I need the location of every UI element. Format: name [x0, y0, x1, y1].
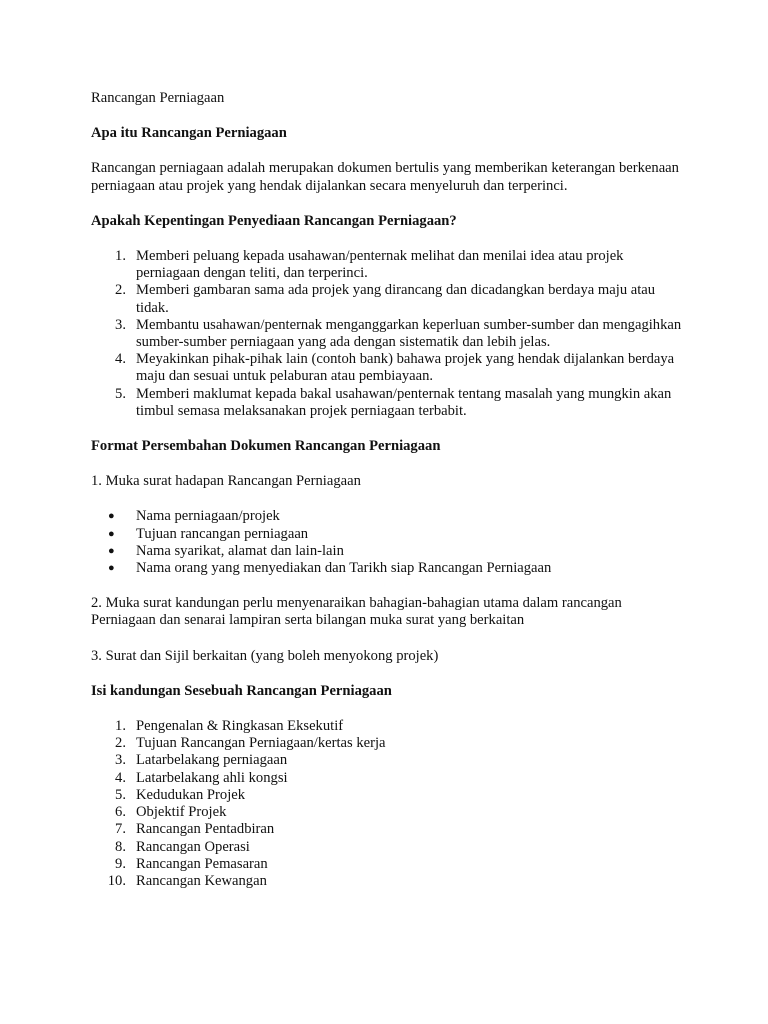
- list-item: [91, 351, 688, 385]
- list-item: [91, 770, 688, 787]
- paragraph-what: Rancangan perniagaan adalah merupakan dokumen bertulis yang memberikan keterangan berkenaan perniagaan atau projek yang hendak dijalankan secara menyeluruh dan terperinci.: [91, 160, 679, 194]
- format-bullet-list: [91, 508, 688, 577]
- list-item-text: Rancangan Kewangan: [136, 872, 267, 889]
- list-item: [91, 282, 688, 316]
- list-item-text: Nama perniagaan/projek: [136, 508, 280, 525]
- list-item: [91, 804, 688, 821]
- document-title: Rancangan Perniagaan: [91, 90, 225, 106]
- list-item: [91, 560, 688, 577]
- format-point-1: 1. Muka surat hadapan Rancangan Perniagaan: [91, 473, 361, 490]
- list-item-text: Rancangan Pentadbiran: [136, 821, 275, 838]
- list-item-number: 7.: [115, 821, 126, 838]
- list-item: [91, 856, 688, 873]
- list-item-text: Memberi maklumat kepada bakal usahawan/penternak tentang masalah yang mungkin akan timbul semasa melaksanakan projek perniagaan terbabit.: [136, 385, 672, 419]
- list-item-text: Memberi gambaran sama ada projek yang dirancang dan dicadangkan berdaya maju atau tidak.: [136, 282, 656, 316]
- list-item-number: 4.: [115, 351, 126, 368]
- list-item-text: Tujuan rancangan perniagaan: [136, 525, 309, 542]
- contents-list: [91, 718, 688, 890]
- list-item-number: 3.: [115, 752, 126, 769]
- list-item: [91, 508, 688, 525]
- list-item-text: Tujuan Rancangan Perniagaan/kertas kerja: [136, 735, 386, 752]
- heading-what: Apa itu Rancangan Perniagaan: [91, 125, 287, 142]
- list-item-number: 10.: [107, 872, 126, 889]
- list-item-number: 3.: [115, 316, 126, 333]
- list-item-text: Objektif Projek: [136, 804, 227, 821]
- heading-importance: Apakah Kepentingan Penyediaan Rancangan Perniagaan?: [91, 212, 457, 229]
- list-item: [91, 718, 688, 735]
- list-item: [91, 248, 688, 282]
- list-item: [91, 526, 688, 543]
- list-item-number: 4.: [115, 769, 126, 786]
- list-item: [91, 787, 688, 804]
- bullet-icon: ●: [108, 562, 115, 575]
- list-item: [91, 873, 688, 890]
- list-item-text: Nama syarikat, alamat dan lain-lain: [136, 542, 344, 559]
- heading-contents: Isi kandungan Sesebuah Rancangan Perniagaan: [91, 682, 392, 699]
- list-item-number: 9.: [115, 855, 126, 872]
- list-item-text: Pengenalan & Ringkasan Eksekutif: [136, 718, 344, 735]
- list-item: [91, 317, 688, 351]
- format-point-2: 2. Muka surat kandungan perlu menyenaraikan bahagian-bahagian utama dalam rancangan Perniagaan dan senarai lampiran serta bilangan muka surat yang berkaitan: [91, 595, 622, 629]
- importance-list: [91, 248, 688, 420]
- list-item: [91, 735, 688, 752]
- list-item-number: 1.: [115, 718, 126, 735]
- list-item-number: 6.: [115, 804, 126, 821]
- list-item-number: 5.: [115, 385, 126, 402]
- list-item-text: Latarbelakang perniagaan: [136, 752, 288, 769]
- list-item-text: Membantu usahawan/penternak menganggarkan keperluan sumber-sumber dan mengagihkan sumber-sumber perniagaan yang ada dengan sistematik dan lebih jelas.: [136, 316, 682, 351]
- list-item-number: 8.: [115, 838, 126, 855]
- list-item-number: 1.: [115, 248, 126, 265]
- list-item-number: 2.: [115, 282, 126, 299]
- list-item-number: 5.: [115, 786, 126, 803]
- bullet-icon: ●: [108, 544, 115, 557]
- list-item: [91, 386, 688, 420]
- list-item: [91, 543, 688, 560]
- list-item-text: Meyakinkan pihak-pihak lain (contoh bank) bahawa projek yang hendak dijalankan berdaya maju dan sesuai untuk pelaburan atau pembiayaan.: [136, 351, 675, 385]
- list-item: [91, 821, 688, 838]
- list-item-text: Memberi peluang kepada usahawan/penternak melihat dan menilai idea atau projek perniagaan dengan teliti, dan terperinci.: [136, 248, 624, 282]
- list-item-number: 2.: [115, 735, 126, 752]
- bullet-icon: ●: [108, 527, 115, 540]
- list-item-text: Rancangan Pemasaran: [136, 855, 268, 872]
- list-item: [91, 752, 688, 769]
- format-point-3: 3. Surat dan Sijil berkaitan (yang boleh menyokong projek): [91, 647, 439, 664]
- list-item-text: Kedudukan Projek: [136, 786, 246, 803]
- list-item: [91, 839, 688, 856]
- list-item-text: Rancangan Operasi: [136, 838, 250, 855]
- list-item-text: Latarbelakang ahli kongsi: [136, 769, 288, 786]
- list-item-text: Nama orang yang menyediakan dan Tarikh siap Rancangan Perniagaan: [136, 560, 552, 577]
- heading-format: Format Persembahan Dokumen Rancangan Perniagaan: [91, 438, 441, 455]
- bullet-icon: ●: [108, 510, 115, 523]
